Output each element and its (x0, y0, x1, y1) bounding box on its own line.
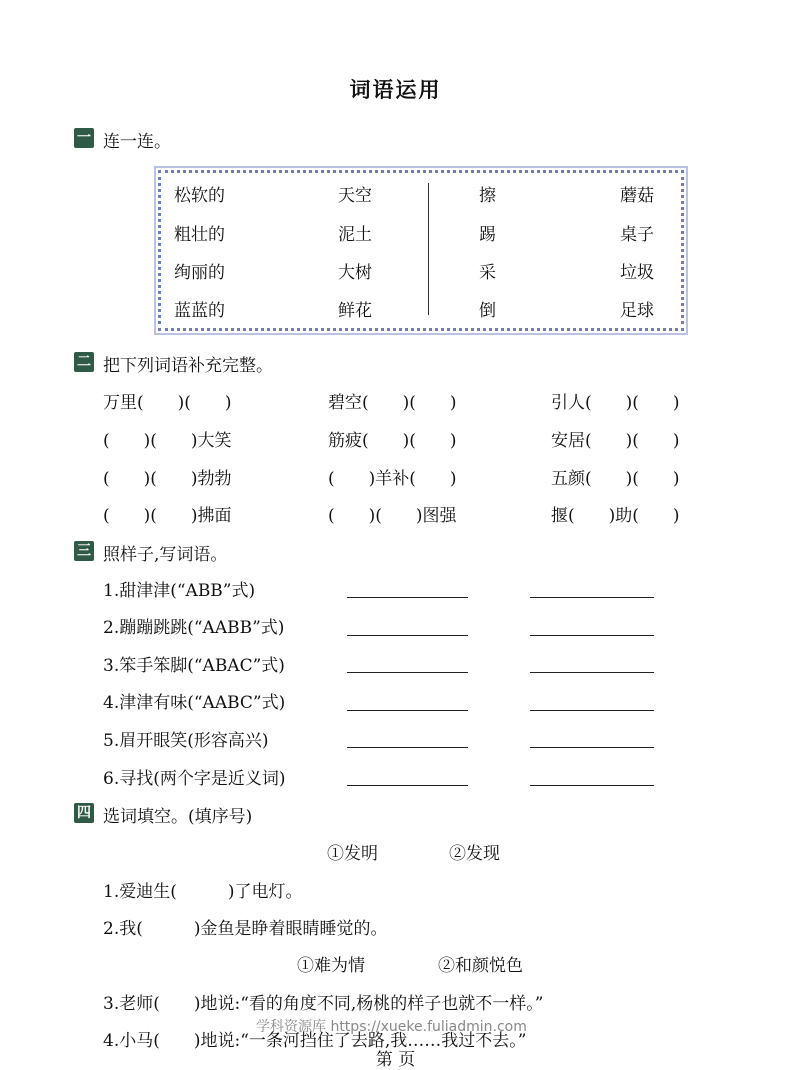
page-title: 词语运用 (349, 77, 442, 102)
section-1-title: 连一连。 (103, 132, 171, 152)
answer-line[interactable] (530, 672, 654, 673)
match-left-2: 粗壮的 (174, 225, 225, 245)
match-left-4: 蓝蓝的 (174, 301, 225, 321)
answer-line[interactable] (347, 597, 468, 598)
matching-divider (428, 183, 429, 315)
answer-line[interactable] (347, 747, 468, 748)
idiom-3-1: ( )( )勃勃 (103, 469, 232, 489)
match-mid-4: 鲜花 (338, 301, 372, 321)
answer-line[interactable] (530, 747, 654, 748)
match-verb-2: 踢 (479, 225, 496, 245)
pattern-item-4: 4.津津有味(“AABC”式) (103, 693, 286, 713)
answer-line[interactable] (530, 785, 654, 786)
answer-line[interactable] (530, 597, 654, 598)
answer-line[interactable] (347, 785, 468, 786)
section-2-title: 把下列词语补充完整。 (103, 356, 273, 376)
section-4-title: 选词填空。(填序号) (103, 807, 253, 827)
pattern-item-3: 3.笨手笨脚(“ABAC”式) (103, 656, 285, 676)
match-left-3: 绚丽的 (174, 263, 225, 283)
answer-line[interactable] (530, 710, 654, 711)
match-mid-2: 泥土 (338, 225, 372, 245)
match-mid-3: 大树 (338, 263, 372, 283)
match-verb-1: 擦 (479, 186, 496, 206)
match-mid-1: 天空 (338, 186, 372, 206)
idiom-1-3: 引人( )( ) (551, 393, 680, 413)
idiom-2-1: ( )( )大笑 (103, 431, 232, 451)
option-1b: ②发现 (449, 844, 500, 864)
section-2-number: 二 (74, 352, 94, 372)
match-verb-4: 倒 (479, 301, 496, 321)
section-4-number: 四 (74, 803, 94, 823)
option-1a: ①发明 (327, 844, 378, 864)
idiom-1-1: 万里( )( ) (103, 393, 232, 413)
idiom-3-3: 五颜( )( ) (551, 469, 680, 489)
section-3-number: 三 (74, 541, 94, 561)
fill-question-1: 1.爱迪生( )了电灯。 (103, 882, 303, 902)
option-2a: ①难为情 (297, 956, 365, 976)
match-noun-1: 蘑菇 (620, 186, 654, 206)
idiom-3-2: ( )羊补( ) (328, 469, 457, 489)
idiom-4-3: 揠( )助( ) (551, 506, 680, 526)
section-1-number: 一 (74, 128, 94, 148)
idiom-1-2: 碧空( )( ) (328, 393, 457, 413)
fill-question-3: 3.老师( )地说:“看的角度不同,杨桃的样子也就不一样。” (103, 994, 544, 1014)
pattern-item-5: 5.眉开眼笑(形容高兴) (103, 731, 269, 751)
pattern-item-1: 1.甜津津(“ABB”式) (103, 581, 256, 601)
idiom-2-3: 安居( )( ) (551, 431, 680, 451)
option-2b: ②和颜悦色 (438, 956, 523, 976)
match-noun-2: 桌子 (620, 225, 654, 245)
answer-line[interactable] (347, 635, 468, 636)
section-3-title: 照样子,写词语。 (103, 545, 228, 565)
match-verb-3: 采 (479, 263, 496, 283)
watermark: 学科资源库 https://xueke.fuliadmin.com (256, 1019, 527, 1035)
fill-question-4: 4.小马( )地说:“一条河挡住了去路,我……我过不去。” (103, 1031, 527, 1051)
fill-question-2: 2.我( )金鱼是睁着眼睛睡觉的。 (103, 919, 388, 939)
match-noun-3: 垃圾 (620, 263, 654, 283)
match-noun-4: 足球 (620, 301, 654, 321)
idiom-4-2: ( )( )图强 (328, 506, 457, 526)
answer-line[interactable] (530, 635, 654, 636)
idiom-4-1: ( )( )拂面 (103, 506, 232, 526)
pattern-item-6: 6.寻找(两个字是近义词) (103, 769, 286, 789)
pattern-item-2: 2.蹦蹦跳跳(“AABB”式) (103, 618, 285, 638)
answer-line[interactable] (347, 672, 468, 673)
answer-line[interactable] (347, 710, 468, 711)
page-number: 第 页 (375, 1050, 416, 1070)
matching-box (158, 170, 684, 331)
idiom-2-2: 筋疲( )( ) (328, 431, 457, 451)
match-left-1: 松软的 (174, 186, 225, 206)
